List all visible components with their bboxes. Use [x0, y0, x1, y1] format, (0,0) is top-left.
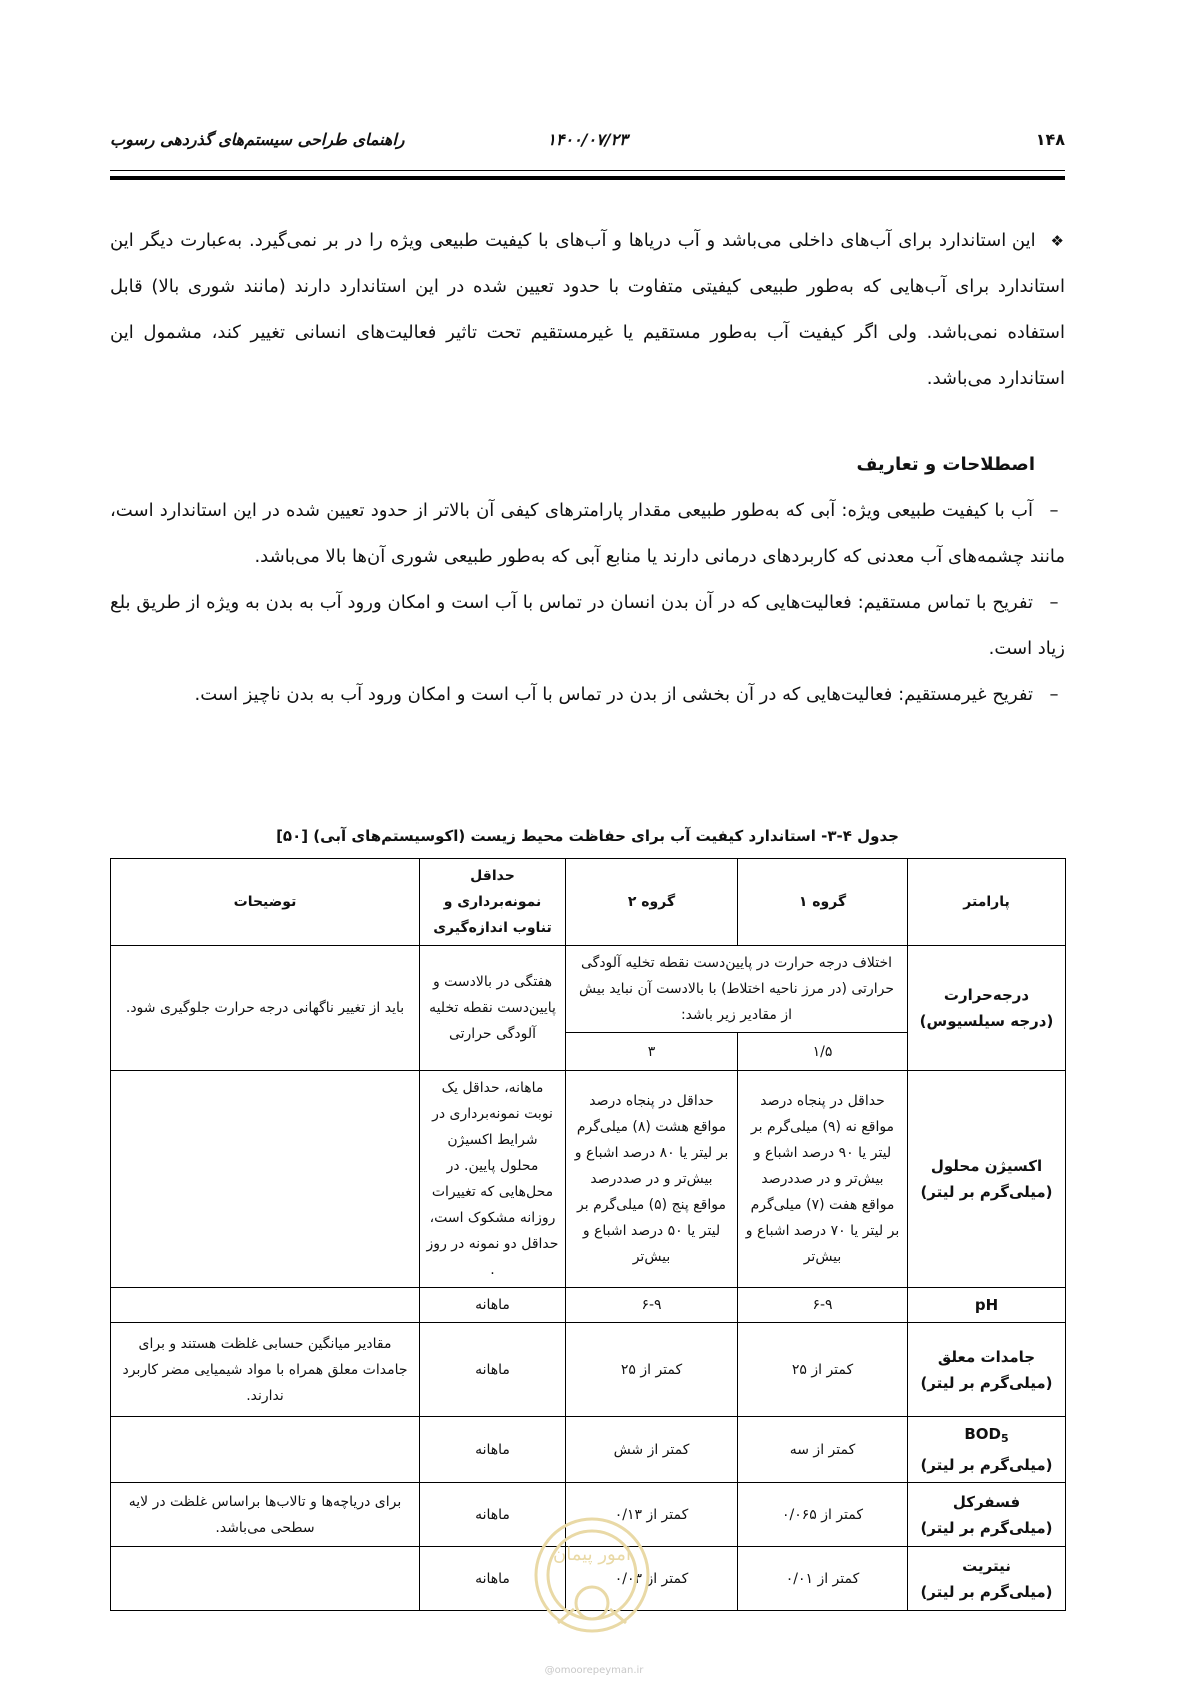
- watermark-url: @omoorepeyman.ir: [544, 1665, 644, 1676]
- notes-cell: [111, 1547, 420, 1611]
- param-cell: [908, 946, 1066, 1071]
- param-unit: (میلی‌گرم بر لیتر): [920, 1456, 1053, 1474]
- notes-cell: برای دریاچه‌ها و تالاب‌ها براساس غلظت در لایه سطحی می‌باشد.: [111, 1483, 420, 1547]
- table-row: [111, 1323, 1066, 1417]
- header-rule-thin: [110, 170, 1065, 171]
- param-unit: (میلی‌گرم بر لیتر): [920, 1183, 1053, 1201]
- notes-cell: [111, 1071, 420, 1288]
- intro-paragraph: [110, 218, 1065, 402]
- sampling-cell: ماهانه: [420, 1288, 566, 1323]
- header-notes: توضیحات: [111, 859, 420, 946]
- merged-criteria-cell: اختلاف درجه حرارت در پایین‌دست نقطه تخلیه آلودگی حرارتی (در مرز ناحیه اختلاط) با بالادست آن نباید بیش از مقادیر زیر باشد:: [566, 946, 908, 1033]
- group2-cell: کمتر از ۰/۰۳: [566, 1547, 738, 1611]
- table-row: [111, 1071, 1066, 1288]
- param-cell: [908, 1071, 1066, 1288]
- group1-cell: ۱/۵: [738, 1033, 908, 1071]
- page-header: [110, 130, 1065, 152]
- param-name: جامدات معلق: [937, 1347, 1036, 1366]
- section-heading: اصطلاحات و تعاریف: [856, 454, 1035, 475]
- definition-text: تفریح با تماس مستقیم: فعالیت‌هایی که در آن بدن انسان در تماس با آب است و امکان ورود آب به بدن به ویژه از طریق بلع زیاد است.: [110, 592, 1065, 659]
- dash-bullet: –: [1049, 500, 1059, 521]
- header-rule-thick: [110, 176, 1065, 180]
- sampling-cell: ماهانه، حداقل یک نوبت نمونه‌برداری در شرایط اکسیژن محلول پایین. در محل‌هایی که تغییرات روزانه مشکوک است، حداقل دو نمونه در روز .: [420, 1071, 566, 1288]
- table-caption: جدول ۴-۳- استاندارد کیفیت آب برای حفاظت محیط زیست (اکوسیستم‌های آبی) [۵۰]: [276, 827, 899, 845]
- param-unit: (میلی‌گرم بر لیتر): [920, 1373, 1053, 1392]
- header-group2: گروه ۲: [566, 859, 738, 946]
- group2-cell: ۳: [566, 1033, 738, 1071]
- sampling-cell: ماهانه: [420, 1417, 566, 1483]
- notes-cell: [111, 1417, 420, 1483]
- notes-cell: مقادیر میانگین حسابی غلظت هستند و برای جامدات معلق همراه با مواد شیمیایی مضر کاربرد ندارند.: [111, 1323, 420, 1417]
- group1-cell: حداقل در پنجاه درصد مواقع نه (۹) میلی‌گرم بر لیتر یا ۹۰ درصد اشباع و بیش‌تر و در صددرصد مواقع هفت (۷) میلی‌گرم بر لیتر یا ۷۰ درصد اشباع و بیش‌تر: [738, 1071, 908, 1288]
- sampling-cell: ماهانه: [420, 1323, 566, 1417]
- param-cell: [908, 1547, 1066, 1611]
- param-unit: (درجه سیلسیوس): [919, 1012, 1054, 1030]
- param-cell: pH: [908, 1288, 1066, 1323]
- param-cell: [908, 1483, 1066, 1547]
- group2-cell: حداقل در پنجاه درصد مواقع هشت (۸) میلی‌گرم بر لیتر یا ۸۰ درصد اشباع و بیش‌تر و در صددرصد مواقع پنج (۵) میلی‌گرم بر لیتر یا ۵۰ درصد اشباع و بیش‌تر: [566, 1071, 738, 1288]
- definition-item: [110, 488, 1065, 580]
- param-subscript: 5: [1000, 1432, 1009, 1445]
- notes-cell: [111, 1288, 420, 1323]
- param-unit: (میلی‌گرم بر لیتر): [920, 1518, 1053, 1537]
- document-page: [110, 0, 1065, 1684]
- dash-bullet: –: [1049, 592, 1059, 613]
- group1-cell: ۶-۹: [738, 1288, 908, 1323]
- sampling-cell: هفتگی در بالادست و پایین‌دست نقطه تخلیه آلودگی حرارتی: [420, 946, 566, 1071]
- table-row: [111, 1417, 1066, 1483]
- header-sampling: حداقل نمونه‌برداری و تناوب اندازه‌گیری: [420, 859, 566, 946]
- group1-cell: کمتر از سه: [738, 1417, 908, 1483]
- table-header-row: [111, 859, 1066, 946]
- param-name: BOD: [964, 1425, 1001, 1443]
- dash-bullet: –: [1049, 684, 1059, 705]
- intro-text: این استاندارد برای آب‌های داخلی می‌باشد و آب دریاها و آب‌های با کیفیت طبیعی ویژه را در بر نمی‌گیرد. به‌عبارت دیگر این استاندارد برای آب‌هایی که به‌طور طبیعی کیفیتی متفاوت با حدود تعیین شده در این استاندارد دارند (مانند شوری بالا) قابل استفاده نمی‌باشد. ولی اگر کیفیت آب به‌طور مستقیم یا غیرمستقیم تحت تاثیر فعالیت‌های انسانی تغییر کند، مشمول این استاندارد می‌باشد.: [110, 230, 1065, 389]
- group1-cell: کمتر از ۲۵: [738, 1323, 908, 1417]
- group1-cell: کمتر از ۰/۰۶۵: [738, 1483, 908, 1547]
- group2-cell: کمتر از ۲۵: [566, 1323, 738, 1417]
- header-title: راهنمای طراحی سیستم‌های گذردهی رسوب: [110, 130, 405, 149]
- watermark-seal-icon: [528, 1505, 656, 1655]
- header-date: ۱۴۰۰/۰۷/۲۳: [547, 130, 628, 149]
- header-group1: گروه ۱: [738, 859, 908, 946]
- param-name: درجه‌حرارت: [943, 986, 1030, 1004]
- param-cell: [908, 1323, 1066, 1417]
- group2-cell: ۶-۹: [566, 1288, 738, 1323]
- page-number: ۱۴۸: [1035, 130, 1065, 149]
- diamond-bullet-icon: ❖: [1050, 232, 1065, 250]
- definition-text: تفریح غیرمستقیم: فعالیت‌هایی که در آن بخشی از بدن در تماس با آب است و امکان ورود آب به بدن ناچیز است.: [194, 684, 1033, 705]
- definition-item: [110, 672, 1065, 718]
- param-cell: [908, 1417, 1066, 1483]
- param-unit: (میلی‌گرم بر لیتر): [920, 1582, 1053, 1601]
- param-name: نیتریت: [962, 1556, 1011, 1575]
- group1-cell: کمتر از ۰/۰۱: [738, 1547, 908, 1611]
- definition-item: [110, 580, 1065, 672]
- group2-cell: کمتر از ۰/۱۳: [566, 1483, 738, 1547]
- notes-cell: باید از تغییر ناگهانی درجه حرارت جلوگیری شود.: [111, 946, 420, 1071]
- table-row: [111, 1288, 1066, 1323]
- table-row: [111, 946, 1066, 1033]
- param-name: اکسیژن محلول: [930, 1157, 1043, 1175]
- definition-text: آب با کیفیت طبیعی ویژه: آبی که به‌طور طبیعی مقدار پارامترهای کیفی آن بالاتر از حدود تعیین شده در این استاندارد است، مانند چشمه‌های آب معدنی که کاربردهای درمانی دارند یا منابع آبی که به‌طور طبیعی شوری آن‌ها بالا می‌باشد.: [110, 500, 1065, 567]
- sampling-cell: ماهانه: [420, 1547, 566, 1611]
- watermark-text: امور پیمان: [553, 1544, 631, 1565]
- water-quality-table: [110, 858, 1066, 1611]
- param-name: فسفرکل: [952, 1492, 1021, 1511]
- group2-cell: کمتر از شش: [566, 1417, 738, 1483]
- header-param: پارامتر: [908, 859, 1066, 946]
- sampling-cell: ماهانه: [420, 1483, 566, 1547]
- body-text: [110, 218, 1065, 718]
